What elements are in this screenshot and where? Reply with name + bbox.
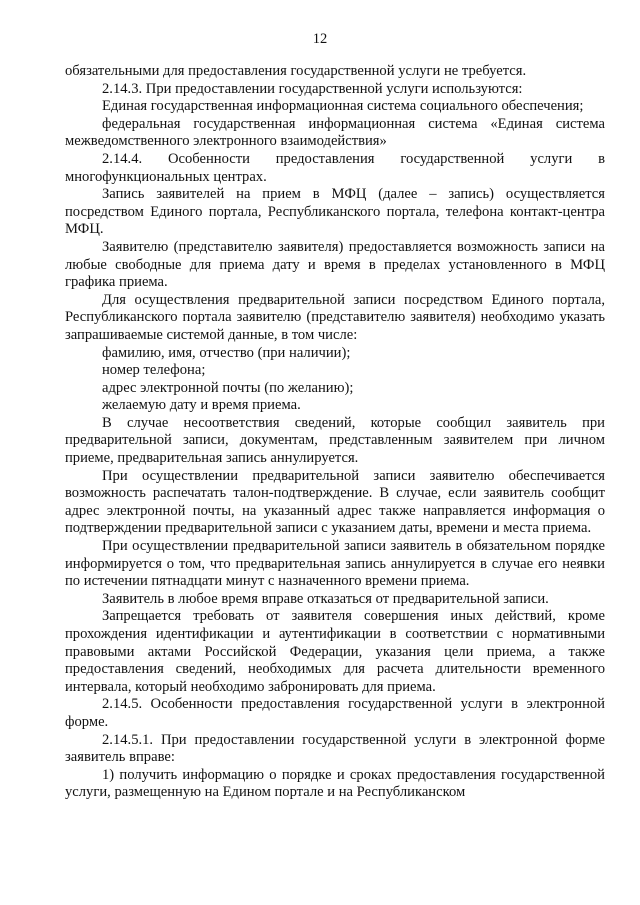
paragraph: обязательными для предоставления государственной услуги не требуется.: [65, 63, 527, 79]
list-item: желаемую дату и время приема.: [102, 397, 301, 414]
paragraph: Заявитель в любое время вправе отказаться от предварительной записи.: [102, 590, 549, 607]
paragraph: 2.14.5. Особенности предоставления государственной услуги в электронной форме.: [65, 696, 605, 730]
paragraph: 2.14.4. Особенности предоставления государственной услуги в многофункциональных центрах.: [65, 150, 605, 185]
list-item: номер телефона;: [102, 362, 206, 379]
paragraph: Запрещается требовать от заявителя совершения иных действий, кроме прохождения идентификации и аутентификации в соответствии с нормативными правовыми актами Российской Федерации, указания цели приема, а также предоставления сведений, необходимых для расчета длительности временного интервала, который необходимо забронировать для приема.: [65, 608, 605, 695]
document-body: [65, 63, 605, 802]
paragraph: 2.14.3. При предоставлении государственной услуги используются:: [102, 80, 523, 97]
paragraph: Для осуществления предварительной записи посредством Единого портала, Республиканского портала заявителю (представителю заявителя) необходимо указать запрашиваемые системой данные, в том числе:: [65, 291, 605, 343]
paragraph: При осуществлении предварительной записи заявителю обеспечивается возможность распечатать талон-подтверждение. В случае, если заявитель сообщит адрес электронной почты, на указанный адрес также направляется информация о подтверждении предварительной записи с указанием даты, времени и места приема.: [65, 467, 605, 537]
list-item: адрес электронной почты (по желанию);: [102, 379, 354, 396]
paragraph: При осуществлении предварительной записи заявитель в обязательном порядке информируется о том, что предварительная запись аннулируется в случае его неявки по истечении пятнадцати минут с назначенного времени приема.: [65, 538, 605, 590]
paragraph: федеральная государственная информационная система «Единая система межведомственного электронного взаимодействия»: [65, 115, 605, 150]
paragraph: 2.14.5.1. При предоставлении государственной услуги в электронной форме заявитель вправе:: [65, 731, 605, 766]
paragraph: Единая государственная информационная система социального обеспечения;: [102, 98, 584, 115]
paragraph: 1) получить информацию о порядке и сроках предоставления государственной услуги, размещенную на Едином портале и на Республиканском: [65, 766, 605, 801]
paragraph: Заявителю (представителю заявителя) предоставляется возможность записи на любые свободные для приема дату и время в пределах установленного в МФЦ графика приема.: [65, 238, 605, 291]
paragraph: Запись заявителей на прием в МФЦ (далее – запись) осуществляется посредством Единого портала, Республиканского портала, телефона контакт-центра МФЦ.: [65, 186, 605, 238]
paragraph: В случае несоответствия сведений, которые сообщил заявитель при предварительной записи, документам, представленным заявителем при личном приеме, предварительная запись аннулируется.: [65, 414, 605, 467]
page-number: 12: [312, 31, 328, 47]
list-item: фамилию, имя, отчество (при наличии);: [102, 344, 351, 361]
